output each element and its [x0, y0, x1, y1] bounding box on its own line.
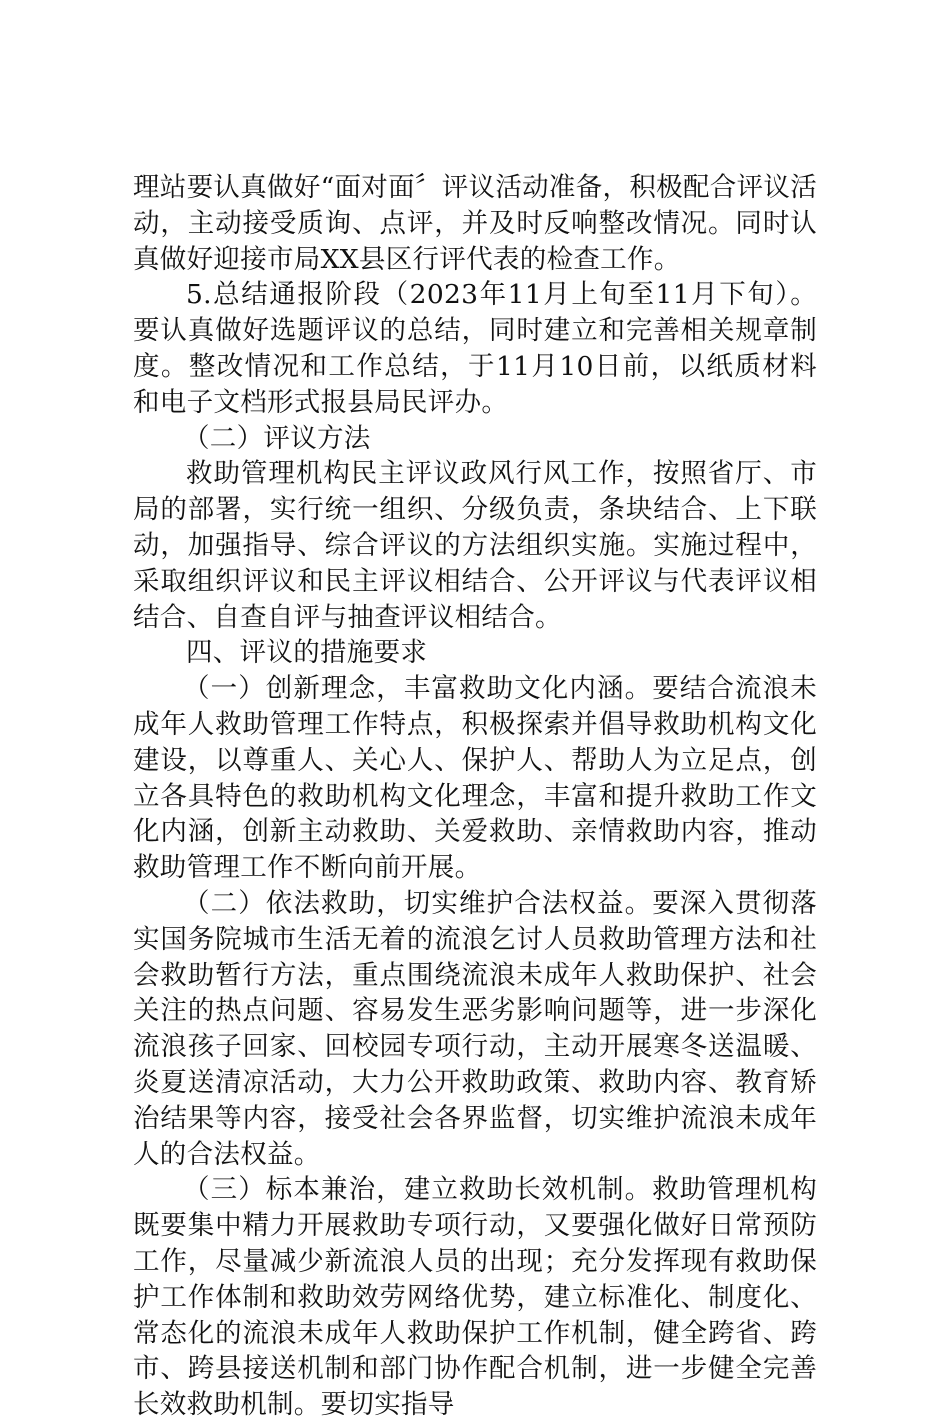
paragraph-summary-stage: 5.总结通报阶段（2023年11月上旬至11月下旬）。要认真做好选题评议的总结，同时建立和完善相关规章制度。整改情况和工作总结，于11月10日前，以纸质材料和电子文档形式报县局民评办。	[133, 279, 817, 418]
section-heading-evaluation-method: （二）评议方法	[183, 422, 371, 454]
paragraph-evaluation-method: 救助管理机构民主评议政风行风工作，按照省厅、市局的部署，实行统一组织、分级负责，条块结合、上下联动，加强指导、综合评议的方法组织实施。实施过程中，采取组织评议和民主评议相结合、公开评议与代表评议相结合、自查自评与抽查评议相结合。	[133, 458, 817, 633]
paragraph-measure-two: （二）依法救助，切实维护合法权益。要深入贯彻落实国务院城市生活无着的流浪乞讨人员救助管理方法和社会救助暂行方法，重点围绕流浪未成年人救助保护、社会关注的热点问题、容易发生恶劣影响问题等，进一步深化流浪孩子回家、回校园专项行动，主动开展寒冬送温暖、炎夏送清凉活动，大力公开救助政策、救助内容、教育矫治结果等内容，接受社会各界监督，切实维护流浪未成年人的合法权益。	[133, 887, 817, 1170]
paragraph-continuation: 理站要认真做好“面对面〞评议活动准备，积极配合评议活动，主动接受质询、点评，并及时反响整改情况。同时认真做好迎接市局XX县区行评代表的检查工作。	[133, 172, 817, 275]
paragraph-measure-three: （三）标本兼治，建立救助长效机制。救助管理机构既要集中精力开展救助专项行动，又要强化做好日常预防工作，尽量减少新流浪人员的出现；充分发挥现有救助保护工作体制和救助效劳网络优势，建立标准化、制度化、常态化的流浪未成年人救助保护工作机制，健全跨省、跨市、跨县接送机制和部门协作配合机制，进一步健全完善长效救助机制。要切实指导	[133, 1174, 817, 1421]
section-heading-measures: 四、评议的措施要求	[186, 637, 428, 669]
paragraph-measure-one: （一）创新理念，丰富救助文化内涵。要结合流浪未成年人救助管理工作特点，积极探索并倡导救助机构文化建设，以尊重人、关心人、保护人、帮助人为立足点，创立各具特色的救助机构文化理念，丰富和提升救助工作文化内涵，创新主动救助、关爱救助、亲情救助内容，推动救助管理工作不断向前开展。	[133, 673, 817, 884]
document-body	[133, 170, 817, 1423]
